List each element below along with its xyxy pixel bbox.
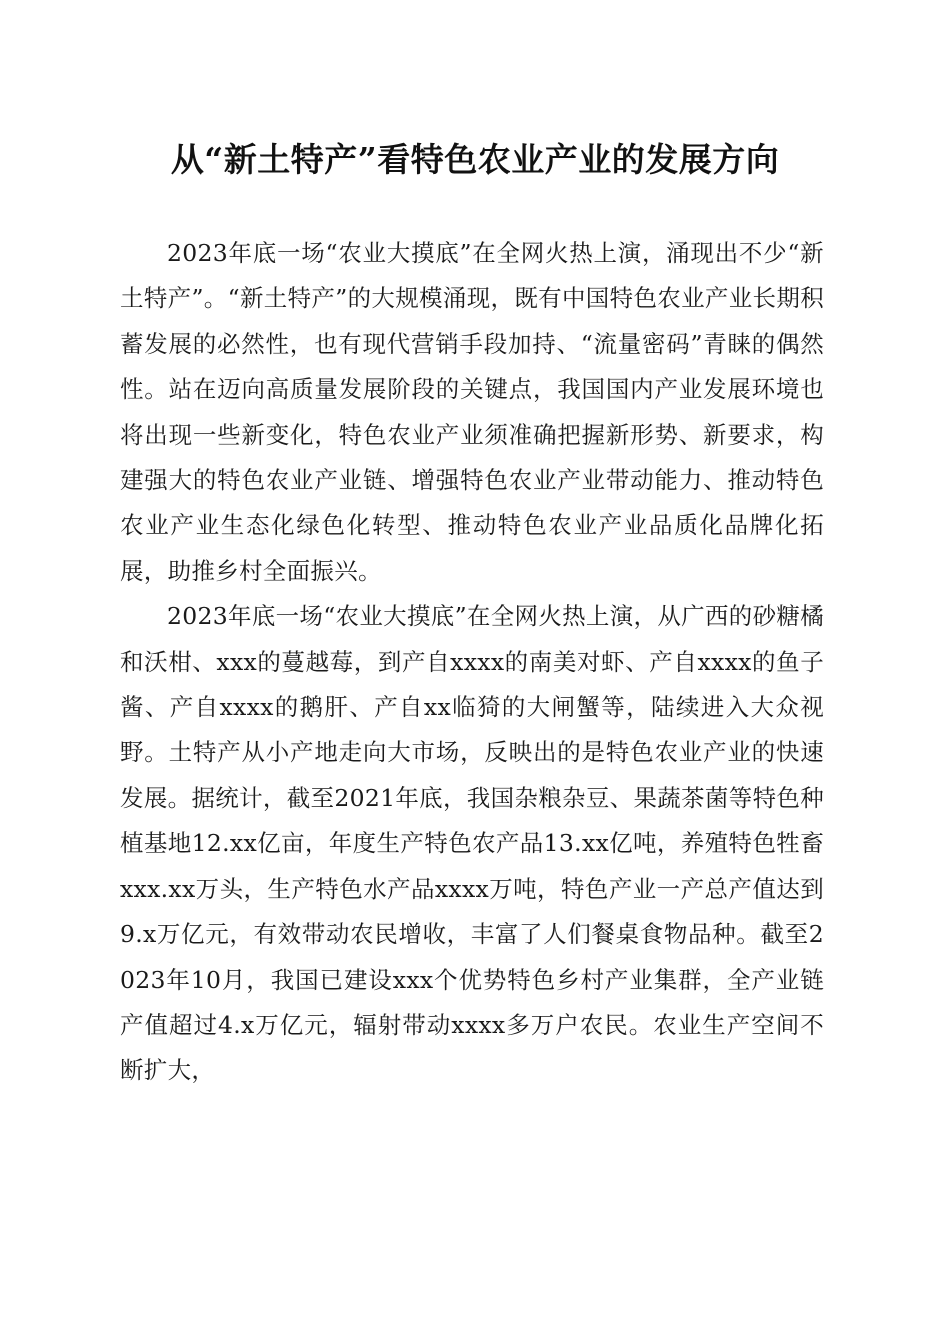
paragraph-2: 2023年底一场“农业大摸底”在全网火热上演，从广西的砂糖橘和沃柑、xxx的蔓越莓，到产自xxxx的南美对虾、产自xxxx的鱼子酱、产自xxxx的鹅肝、产自xx临猗的大闸蟹等，陆续进入大众视野。土特产从小产地走向大市场，反映出的是特色农业产业的快速发展。据统计，截至2021年底，我国杂粮杂豆、果蔬茶菌等特色种植基地12.xx亿亩，年度生产特色农产品13.xx亿吨，养殖特色牲畜xxx.xx万头，生产特色水产品xxxx万吨，特色产业一产总产值达到9.x万亿元，有效带动农民增收，丰富了人们餐桌食物品种。截至2023年10月，我国已建设xxx个优势特色乡村产业集群，全产业链产值超过4.x万亿元，辐射带动xxxx多万户农民。农业生产空间不断扩大， (120, 602, 824, 1085)
document-title: 从“新土特产”看特色农业产业的发展方向 (170, 140, 780, 179)
document-body (120, 231, 824, 1094)
paragraph-1: 2023年底一场“农业大摸底”在全网火热上演，涌现出不少“新土特产”。“新土特产”的大规模涌现，既有中国特色农业产业长期积蓄发展的必然性，也有现代营销手段加持、“流量密码”青睐的偶然性。站在迈向高质量发展阶段的关键点，我国国内产业发展环境也将出现一些新变化，特色农业产业须准确把握新形势、新要求，构建强大的特色农业产业链、增强特色农业产业带动能力、推动特色农业产业生态化绿色化转型、推动特色农业产业品质化品牌化拓展，助推乡村全面振兴。 (120, 239, 824, 585)
